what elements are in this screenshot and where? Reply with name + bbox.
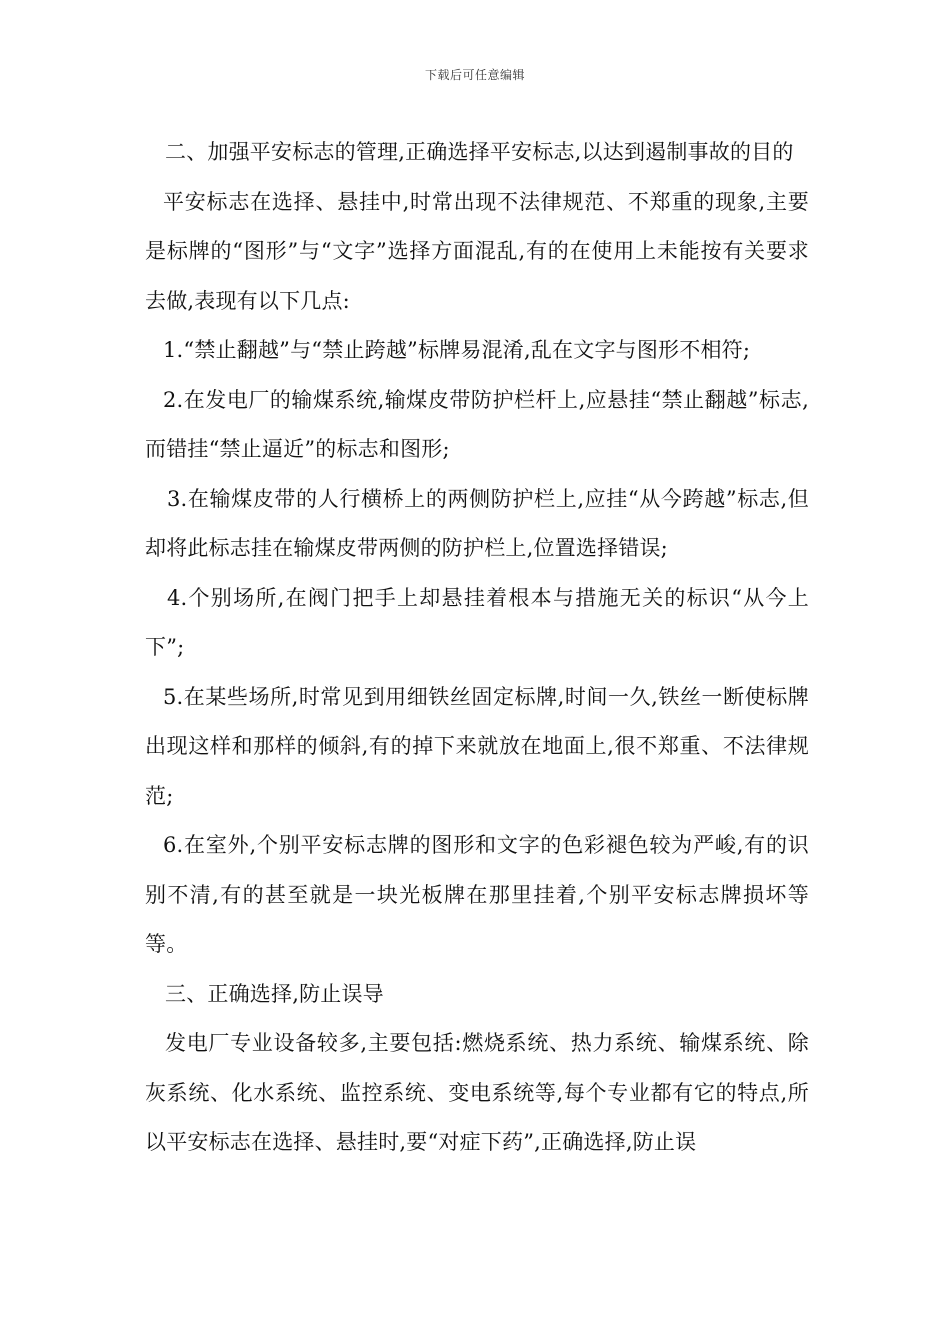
- list-item-6: 6.在室外,个别平安标志牌的图形和文字的色彩褪色较为严峻,有的识别不清,有的甚至就是一块光板牌在那里挂着,个别平安标志牌损坏等等。: [145, 833, 809, 956]
- list-item-5: 5.在某些场所,时常见到用细铁丝固定标牌,时间一久,铁丝一断使标牌出现这样和那样的倾斜,有的掉下来就放在地面上,很不郑重、不法律规范;: [145, 684, 809, 808]
- list-item-2: 2.在发电厂的输煤系统,输煤皮带防护栏杆上,应悬挂“禁止翻越”标志,而错挂“禁止逼近”的标志和图形;: [145, 387, 809, 461]
- list-item-1: 1.“禁止翻越”与“禁止跨越”标牌易混淆,乱在文字与图形不相符;: [163, 338, 751, 362]
- list-item-4: 4.个别场所,在阀门把手上却悬挂着根本与措施无关的标识“从今上下”;: [145, 585, 809, 659]
- paragraph-systems: 发电厂专业设备较多,主要包括:燃烧系统、热力系统、输煤系统、除灰系统、化水系统、监控系统、变电系统等,每个专业都有它的特点,所以平安标志在选择、悬挂时,要“对症下药”,正确选择,防止误: [145, 1031, 809, 1154]
- paragraph-intro: 平安标志在选择、悬挂中,时常出现不法律规范、不郑重的现象,主要是标牌的“图形”与“文字”选择方面混乱,有的在使用上未能按有关要求去做,表现有以下几点:: [145, 189, 809, 313]
- section-heading-3: 三、正确选择,防止误导: [165, 981, 384, 1006]
- page-header-note: 下载后可任意编辑: [424, 68, 525, 82]
- list-item-3: 3.在输煤皮带的人行横桥上的两侧防护栏上,应挂“从今跨越”标志,但却将此标志挂在输煤皮带两侧的防护栏上,位置选择错误;: [145, 486, 809, 560]
- section-heading-2: 二、加强平安标志的管理,正确选择平安标志,以达到遏制事故的目的: [165, 140, 794, 164]
- document-body: [145, 128, 809, 1168]
